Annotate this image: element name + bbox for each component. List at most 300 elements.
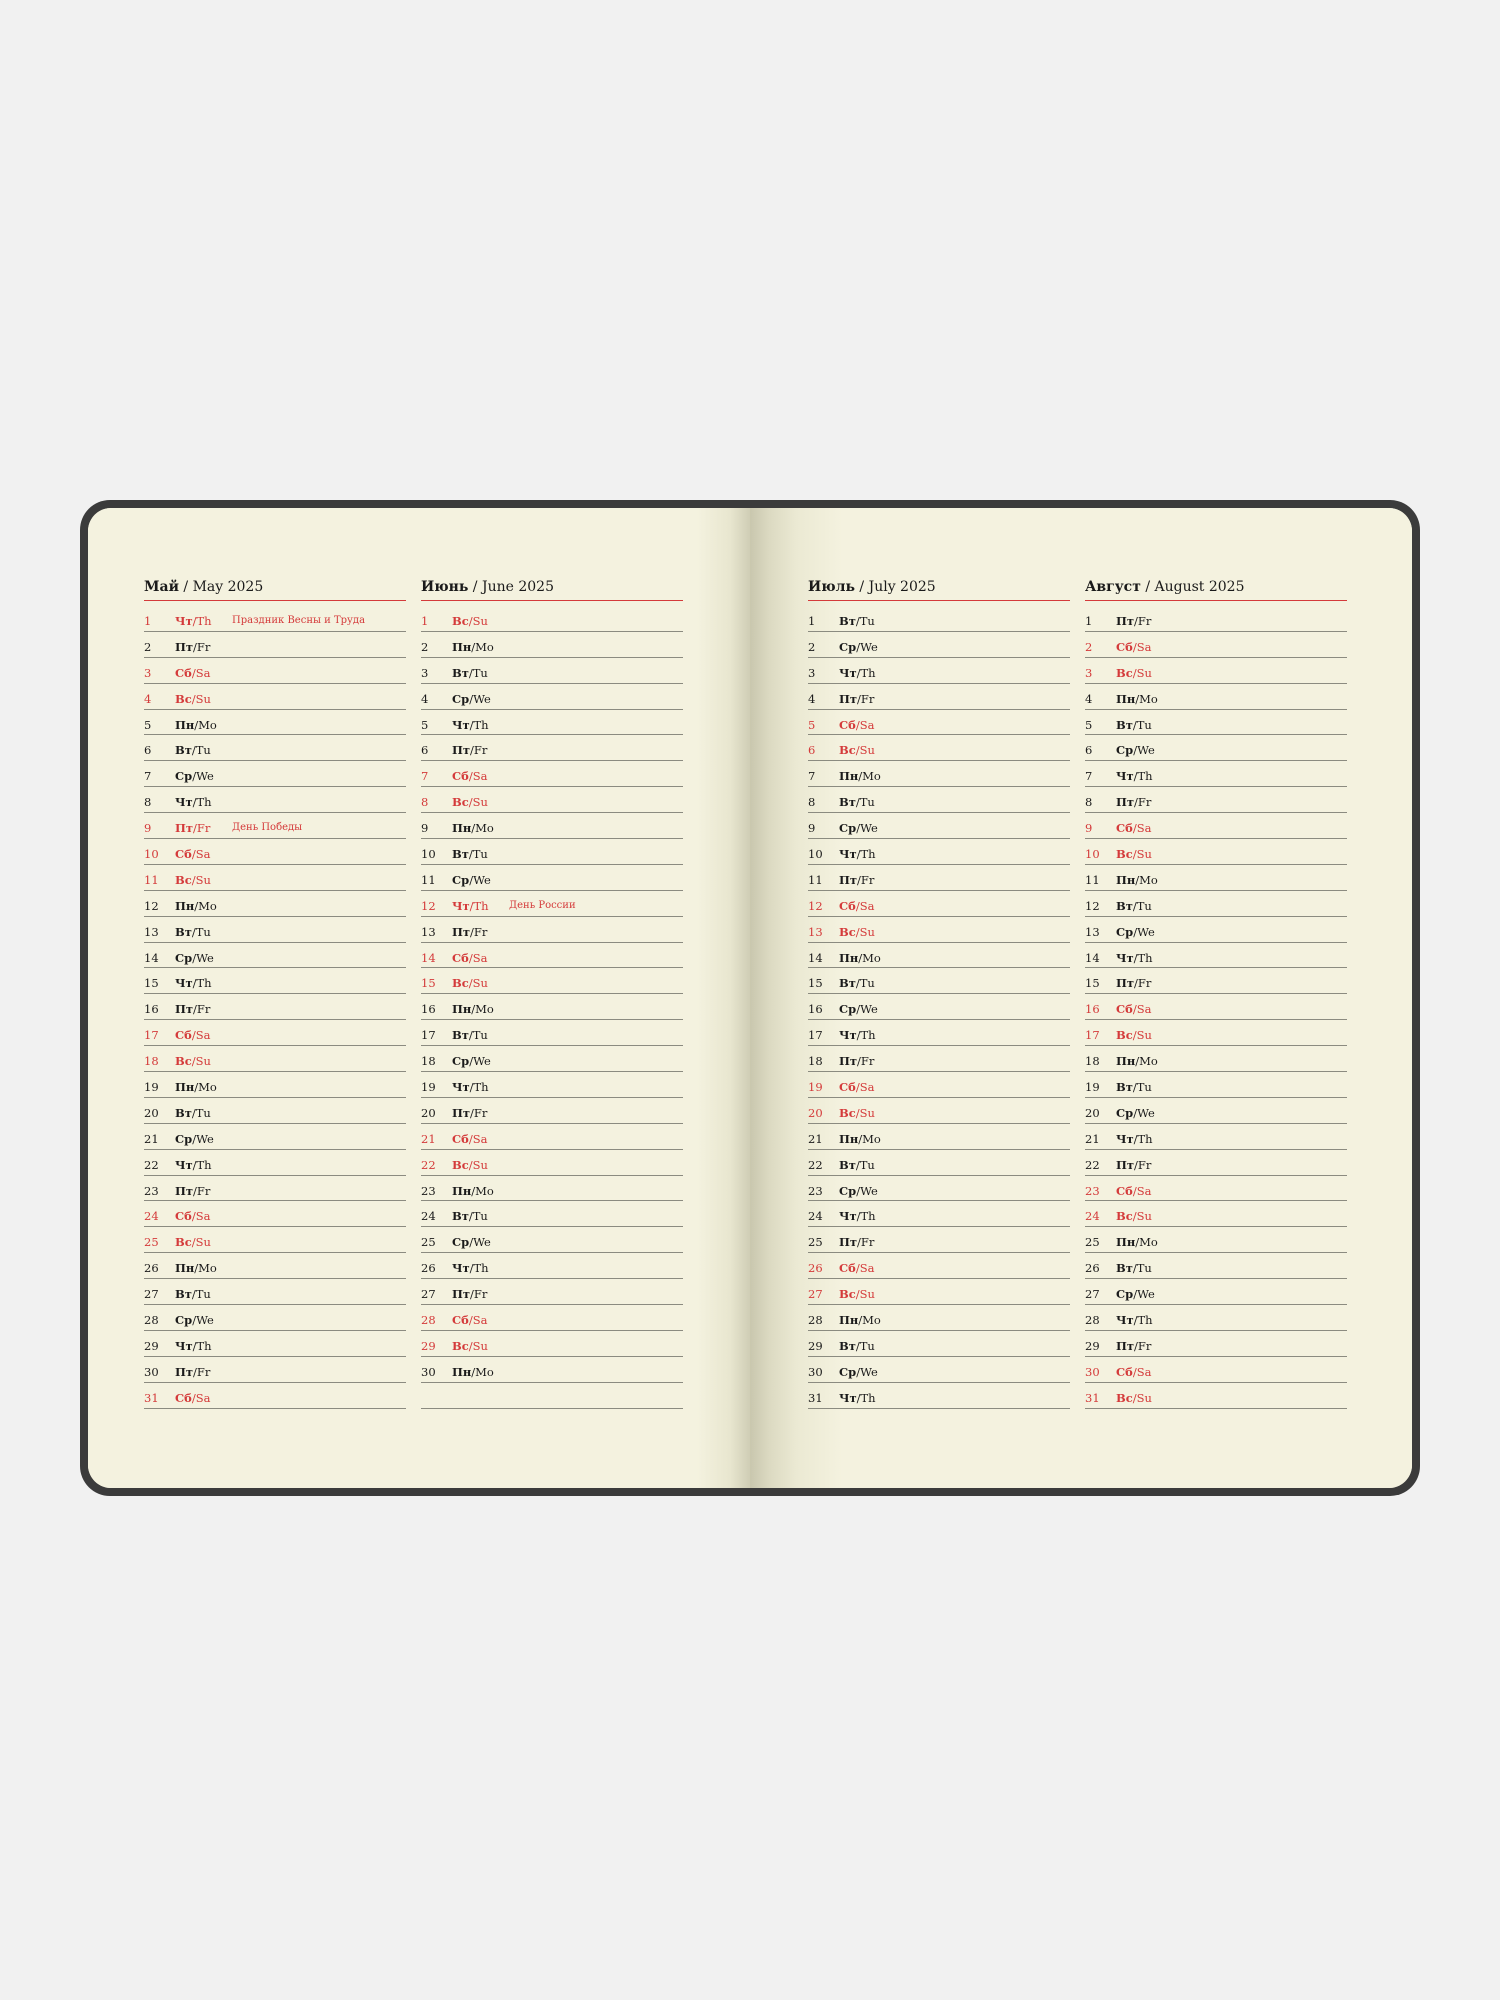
weekday: Вс/Su [175, 1054, 211, 1069]
month-header [421, 578, 683, 601]
day-number: 5 [808, 717, 816, 732]
day-row [808, 658, 1070, 684]
weekday: Сб/Sa [452, 1313, 488, 1328]
weekday: Вт/Tu [839, 1157, 875, 1172]
day-row [144, 684, 406, 710]
weekday: Вт/Tu [839, 795, 875, 810]
day-row [808, 632, 1070, 658]
weekday: Пн/Mo [175, 1080, 217, 1095]
day-row [1085, 1279, 1347, 1305]
day-number: 12 [144, 898, 159, 913]
day-row [421, 1227, 683, 1253]
weekday: Вс/Su [452, 795, 488, 810]
weekday: Сб/Sa [839, 1080, 875, 1095]
day-number: 19 [808, 1080, 823, 1095]
day-number: 4 [1085, 691, 1093, 706]
weekday: Вт/Tu [452, 1209, 488, 1224]
weekday: Ср/We [452, 872, 491, 887]
day-number: 20 [1085, 1105, 1100, 1120]
day-number: 3 [808, 665, 816, 680]
weekday: Ср/We [175, 950, 214, 965]
weekday: Пт/Fr [452, 743, 488, 758]
day-number: 25 [421, 1235, 436, 1250]
weekday: Ср/We [839, 821, 878, 836]
day-number: 1 [144, 614, 152, 628]
day-number: 15 [144, 976, 159, 991]
day-number: 14 [808, 950, 823, 965]
weekday: Ср/We [452, 1054, 491, 1069]
day-row [144, 1227, 406, 1253]
day-row [144, 994, 406, 1020]
day-row [1085, 735, 1347, 761]
month-name-en: / May 2025 [183, 579, 264, 595]
day-row [144, 1201, 406, 1227]
day-row [144, 1150, 406, 1176]
day-row [808, 994, 1070, 1020]
day-number: 30 [808, 1364, 823, 1379]
day-row [144, 761, 406, 787]
weekday: Вс/Su [1116, 665, 1152, 680]
day-row [808, 761, 1070, 787]
day-row [421, 1046, 683, 1072]
weekday: Вт/Tu [1116, 898, 1152, 913]
day-row [1085, 684, 1347, 710]
month-name-ru: Июнь [421, 579, 469, 595]
day-row [421, 813, 683, 839]
day-row [1085, 917, 1347, 943]
day-number: 26 [808, 1261, 823, 1276]
day-row [1085, 813, 1347, 839]
weekday: Пт/Fr [839, 1235, 875, 1250]
day-number: 16 [144, 1002, 159, 1017]
day-number: 8 [144, 795, 152, 810]
weekday: Чт/Th [839, 1028, 876, 1043]
weekday: Чт/Th [175, 614, 212, 628]
weekday: Ср/We [839, 1183, 878, 1198]
day-row [421, 606, 683, 632]
day-number: 18 [421, 1054, 436, 1069]
day-number: 1 [1085, 614, 1093, 628]
empty-day-row [421, 1383, 683, 1409]
month-july [808, 578, 1070, 1409]
weekday: Сб/Sa [175, 665, 211, 680]
day-number: 18 [144, 1054, 159, 1069]
day-number: 13 [1085, 924, 1100, 939]
weekday: Пт/Fr [1116, 1157, 1152, 1172]
day-row [1085, 606, 1347, 632]
day-number: 2 [421, 639, 429, 654]
weekday: Пт/Fr [839, 691, 875, 706]
weekday: Пт/Fr [452, 1287, 488, 1302]
day-row [808, 1072, 1070, 1098]
weekday: Пт/Fr [1116, 614, 1152, 628]
weekday: Чт/Th [175, 1338, 212, 1353]
day-list [808, 606, 1070, 1409]
weekday: Пн/Mo [452, 1002, 494, 1017]
day-row [808, 917, 1070, 943]
day-number: 10 [144, 847, 159, 862]
weekday: Ср/We [1116, 1105, 1155, 1120]
day-number: 19 [1085, 1080, 1100, 1095]
weekday: Сб/Sa [175, 1028, 211, 1043]
weekday: Сб/Sa [175, 847, 211, 862]
month-name-en: / July 2025 [859, 579, 936, 595]
day-row [808, 1098, 1070, 1124]
day-number: 12 [421, 898, 436, 913]
weekday: Вт/Tu [839, 614, 875, 628]
day-number: 6 [808, 743, 816, 758]
weekday: Вс/Su [175, 1235, 211, 1250]
weekday: Сб/Sa [1116, 821, 1152, 836]
day-number: 30 [144, 1364, 159, 1379]
day-number: 16 [808, 1002, 823, 1017]
weekday: Ср/We [839, 1002, 878, 1017]
day-row [421, 865, 683, 891]
day-number: 22 [421, 1157, 436, 1172]
day-number: 13 [144, 924, 159, 939]
day-number: 3 [144, 665, 152, 680]
day-number: 14 [1085, 950, 1100, 965]
day-row [421, 1020, 683, 1046]
day-row [421, 1253, 683, 1279]
day-row [808, 1201, 1070, 1227]
day-number: 22 [1085, 1157, 1100, 1172]
weekday: Пн/Mo [452, 1183, 494, 1198]
weekday: Чт/Th [1116, 950, 1153, 965]
weekday: Ср/We [839, 1364, 878, 1379]
weekday: Пн/Mo [175, 1261, 217, 1276]
day-number: 4 [144, 691, 152, 706]
day-number: 27 [1085, 1287, 1100, 1302]
day-number: 3 [1085, 665, 1093, 680]
day-row [1085, 994, 1347, 1020]
day-number: 11 [1085, 872, 1100, 887]
day-row [1085, 1357, 1347, 1383]
weekday: Сб/Sa [1116, 1364, 1152, 1379]
weekday: Пт/Fr [175, 1364, 211, 1379]
day-number: 26 [1085, 1261, 1100, 1276]
day-number: 11 [421, 872, 436, 887]
day-row [1085, 658, 1347, 684]
weekday: Вс/Su [452, 614, 488, 628]
day-row [421, 1357, 683, 1383]
day-row [421, 917, 683, 943]
day-number: 6 [1085, 743, 1093, 758]
day-row [421, 787, 683, 813]
day-number: 1 [421, 614, 429, 628]
day-number: 31 [808, 1390, 823, 1405]
day-list [1085, 606, 1347, 1409]
day-row [1085, 865, 1347, 891]
day-number: 28 [1085, 1313, 1100, 1328]
day-row [808, 943, 1070, 969]
day-number: 28 [144, 1313, 159, 1328]
weekday: Чт/Th [1116, 769, 1153, 784]
weekday: Вс/Su [1116, 1028, 1152, 1043]
day-row [144, 735, 406, 761]
weekday: Пт/Fr [175, 639, 211, 654]
day-number: 25 [144, 1235, 159, 1250]
day-number: 23 [1085, 1183, 1100, 1198]
day-number: 29 [421, 1338, 436, 1353]
weekday: Чт/Th [452, 717, 489, 732]
day-number: 8 [1085, 795, 1093, 810]
day-row [808, 865, 1070, 891]
day-number: 22 [808, 1157, 823, 1172]
day-number: 2 [808, 639, 816, 654]
day-number: 11 [144, 872, 159, 887]
day-row [1085, 891, 1347, 917]
month-june [421, 578, 683, 1409]
day-row [1085, 1331, 1347, 1357]
day-row [144, 968, 406, 994]
weekday: Чт/Th [175, 795, 212, 810]
day-number: 5 [1085, 717, 1093, 732]
weekday: Пн/Mo [839, 1131, 881, 1146]
day-row [421, 761, 683, 787]
day-number: 9 [421, 821, 429, 836]
weekday: Чт/Th [452, 1261, 489, 1276]
weekday: Сб/Sa [175, 1390, 211, 1405]
day-number: 24 [808, 1209, 823, 1224]
day-row [1085, 761, 1347, 787]
day-row [144, 865, 406, 891]
day-number: 26 [144, 1261, 159, 1276]
weekday: Пн/Mo [175, 717, 217, 732]
day-number: 27 [808, 1287, 823, 1302]
weekday: Пт/Fr [452, 1105, 488, 1120]
day-row [421, 994, 683, 1020]
weekday: Вт/Tu [175, 743, 211, 758]
day-row [144, 1357, 406, 1383]
day-row [808, 1176, 1070, 1202]
day-row [1085, 1020, 1347, 1046]
day-number: 17 [144, 1028, 159, 1043]
day-row [144, 606, 406, 632]
weekday: Пт/Fr [1116, 976, 1152, 991]
weekday: Пн/Mo [839, 769, 881, 784]
day-row [144, 1020, 406, 1046]
day-row [144, 1383, 406, 1409]
weekday: Чт/Th [1116, 1313, 1153, 1328]
day-number: 28 [421, 1313, 436, 1328]
month-header [808, 578, 1070, 601]
day-number: 7 [1085, 769, 1093, 784]
day-row [144, 813, 406, 839]
day-number: 10 [808, 847, 823, 862]
day-row [421, 684, 683, 710]
day-row [808, 1331, 1070, 1357]
weekday: Ср/We [175, 1131, 214, 1146]
day-number: 15 [421, 976, 436, 991]
day-number: 18 [1085, 1054, 1100, 1069]
day-row [421, 1176, 683, 1202]
month-header [144, 578, 406, 601]
weekday: Вс/Su [175, 872, 211, 887]
month-name-ru: Август [1085, 579, 1141, 595]
day-row [1085, 943, 1347, 969]
weekday: Вс/Su [175, 691, 211, 706]
weekday: Ср/We [452, 1235, 491, 1250]
day-row [421, 710, 683, 736]
holiday-note: День России [509, 899, 576, 911]
holiday-note: Праздник Весны и Труда [232, 615, 366, 626]
day-row [1085, 1098, 1347, 1124]
weekday: Чт/Th [1116, 1131, 1153, 1146]
day-row [1085, 1201, 1347, 1227]
day-number: 29 [808, 1338, 823, 1353]
weekday: Ср/We [1116, 924, 1155, 939]
day-row [808, 1253, 1070, 1279]
month-name-en: / June 2025 [472, 579, 554, 595]
day-number: 6 [144, 743, 152, 758]
day-row [1085, 1253, 1347, 1279]
weekday: Ср/We [839, 639, 878, 654]
day-number: 3 [421, 665, 429, 680]
day-number: 10 [421, 847, 436, 862]
day-row [808, 891, 1070, 917]
weekday: Ср/We [175, 769, 214, 784]
day-number: 15 [1085, 976, 1100, 991]
day-row [144, 710, 406, 736]
day-number: 4 [421, 691, 429, 706]
day-number: 19 [421, 1080, 436, 1095]
weekday: Вт/Tu [1116, 717, 1152, 732]
weekday: Пн/Mo [1116, 1054, 1158, 1069]
day-number: 13 [808, 924, 823, 939]
day-number: 1 [808, 614, 816, 628]
day-number: 27 [421, 1287, 436, 1302]
day-row [144, 839, 406, 865]
day-row [1085, 1176, 1347, 1202]
day-row [1085, 1305, 1347, 1331]
weekday: Чт/Th [175, 976, 212, 991]
day-row [144, 1176, 406, 1202]
weekday: Вс/Su [452, 976, 488, 991]
day-row [144, 787, 406, 813]
weekday: Чт/Th [839, 847, 876, 862]
weekday: Пт/Fr [1116, 1338, 1152, 1353]
weekday: Чт/Th [175, 1157, 212, 1172]
left-page [88, 508, 750, 1488]
weekday: Сб/Sa [839, 1261, 875, 1276]
day-row [808, 1227, 1070, 1253]
weekday: Сб/Sa [1116, 639, 1152, 654]
weekday: Вт/Tu [1116, 1261, 1152, 1276]
weekday: Вт/Tu [175, 924, 211, 939]
day-row [1085, 787, 1347, 813]
weekday: Вс/Su [1116, 847, 1152, 862]
weekday: Чт/Th [839, 1209, 876, 1224]
day-number: 27 [144, 1287, 159, 1302]
day-number: 25 [808, 1235, 823, 1250]
day-row [1085, 632, 1347, 658]
day-number: 8 [421, 795, 429, 810]
day-number: 23 [144, 1183, 159, 1198]
month-may [144, 578, 406, 1409]
weekday: Вт/Tu [452, 847, 488, 862]
day-row [144, 917, 406, 943]
day-number: 9 [808, 821, 816, 836]
day-number: 26 [421, 1261, 436, 1276]
day-number: 31 [1085, 1390, 1100, 1405]
weekday: Вт/Tu [175, 1105, 211, 1120]
day-row [808, 1383, 1070, 1409]
day-row [144, 1331, 406, 1357]
weekday: Сб/Sa [452, 1131, 488, 1146]
day-number: 31 [144, 1390, 159, 1405]
day-number: 24 [1085, 1209, 1100, 1224]
day-row [808, 1046, 1070, 1072]
day-row [808, 684, 1070, 710]
day-row [1085, 1383, 1347, 1409]
weekday: Вс/Su [452, 1338, 488, 1353]
day-row [144, 1098, 406, 1124]
day-number: 30 [421, 1364, 436, 1379]
weekday: Вс/Su [839, 924, 875, 939]
weekday: Вс/Su [839, 743, 875, 758]
weekday: Пт/Fr [452, 924, 488, 939]
planner-book [80, 500, 1420, 1496]
day-number: 5 [144, 717, 152, 732]
day-row [144, 1305, 406, 1331]
day-row [144, 1124, 406, 1150]
day-row [144, 1279, 406, 1305]
day-row [421, 943, 683, 969]
day-number: 7 [808, 769, 816, 784]
day-number: 23 [808, 1183, 823, 1198]
day-row [808, 606, 1070, 632]
weekday: Пт/Fr [839, 1054, 875, 1069]
day-row [421, 1305, 683, 1331]
weekday: Пт/Fr [175, 821, 211, 836]
day-number: 24 [421, 1209, 436, 1224]
day-number: 16 [1085, 1002, 1100, 1017]
weekday: Пн/Mo [452, 821, 494, 836]
weekday: Вт/Tu [175, 1287, 211, 1302]
day-row [1085, 968, 1347, 994]
day-number: 23 [421, 1183, 436, 1198]
day-row [808, 1124, 1070, 1150]
day-row [1085, 1150, 1347, 1176]
weekday: Пн/Mo [1116, 1235, 1158, 1250]
day-row [421, 735, 683, 761]
day-row [808, 1357, 1070, 1383]
day-row [1085, 710, 1347, 736]
weekday: Ср/We [1116, 743, 1155, 758]
day-row [421, 1331, 683, 1357]
day-row [421, 1072, 683, 1098]
day-row [808, 813, 1070, 839]
day-number: 17 [421, 1028, 436, 1043]
day-number: 20 [421, 1105, 436, 1120]
weekday: Вт/Tu [452, 665, 488, 680]
day-row [1085, 1072, 1347, 1098]
weekday: Пт/Fr [839, 872, 875, 887]
day-number: 14 [421, 950, 436, 965]
day-row [421, 1124, 683, 1150]
day-row [1085, 839, 1347, 865]
day-row [421, 1098, 683, 1124]
day-list [144, 606, 406, 1409]
day-row [144, 1046, 406, 1072]
day-number: 4 [808, 691, 816, 706]
weekday: Вс/Su [839, 1287, 875, 1302]
month-name-ru: Июль [808, 579, 855, 595]
weekday: Пн/Mo [839, 950, 881, 965]
day-list [421, 606, 683, 1409]
day-number: 30 [1085, 1364, 1100, 1379]
